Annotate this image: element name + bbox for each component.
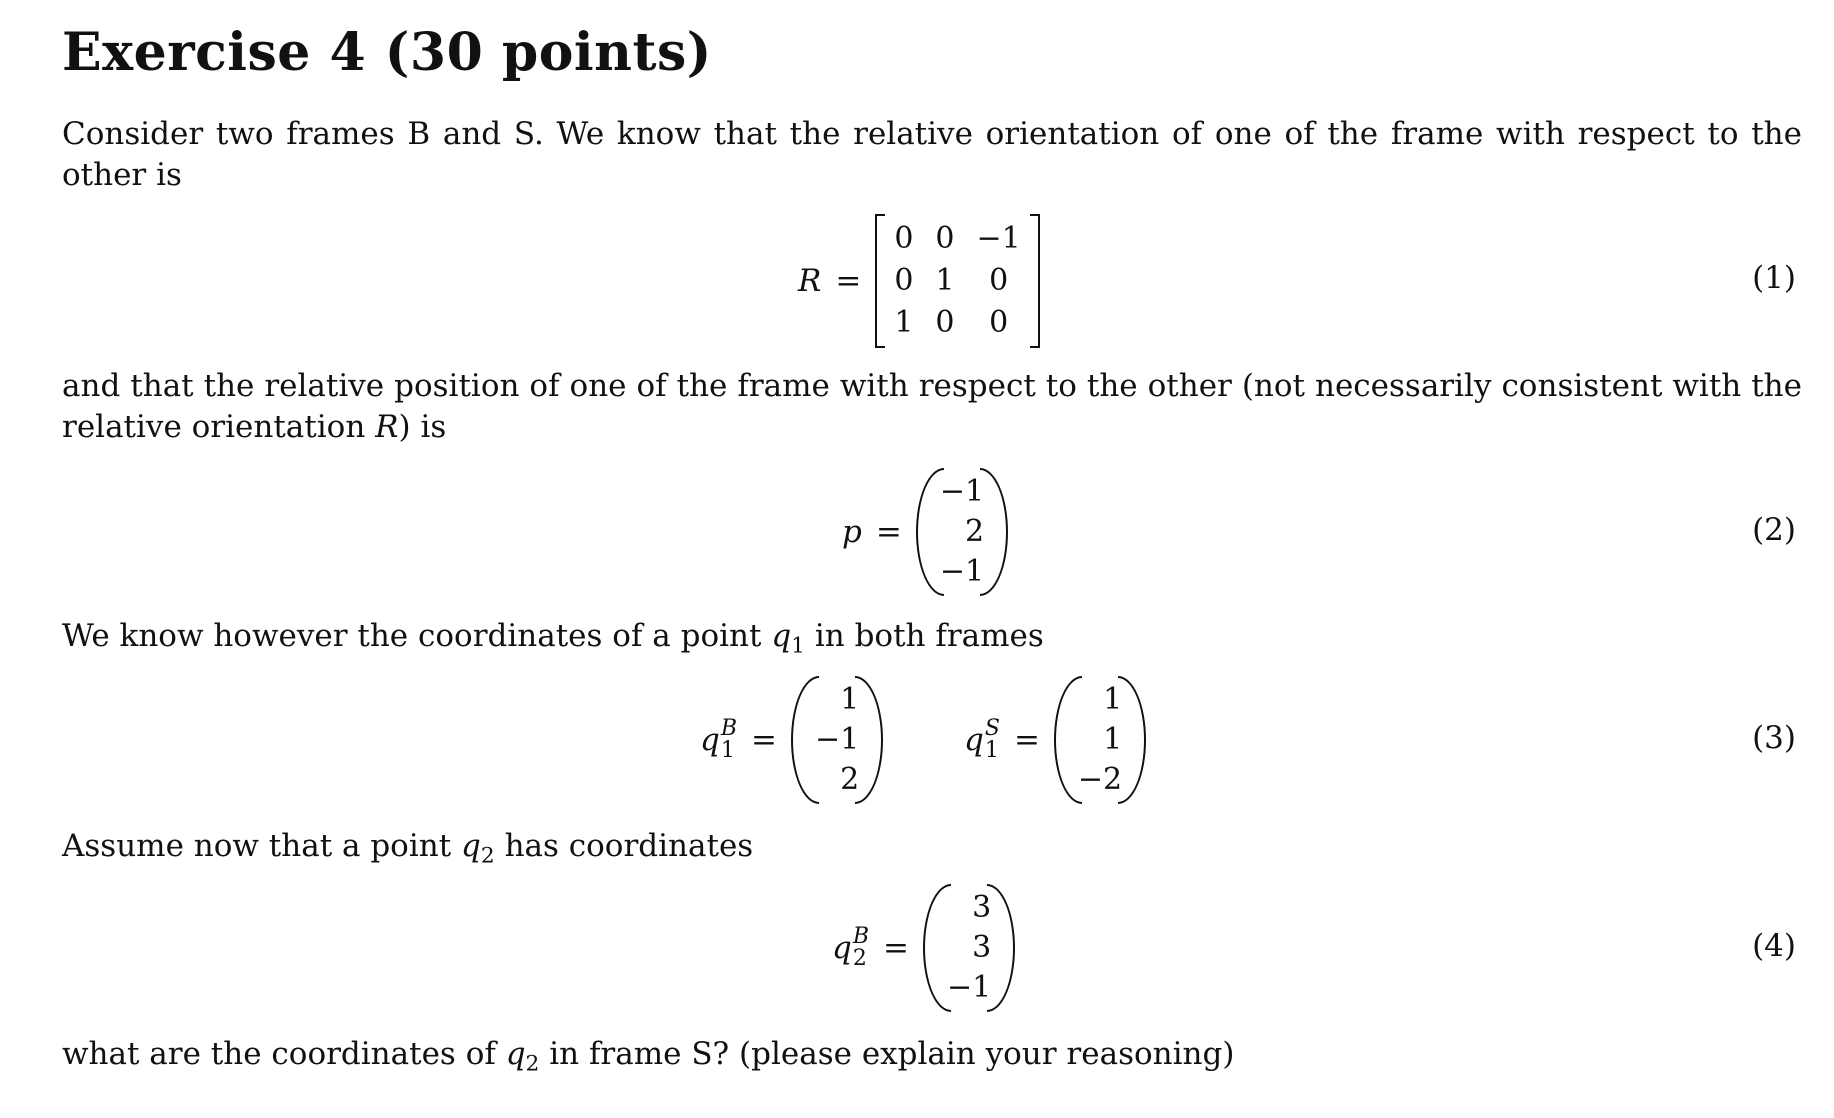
- matrix-cell: 0: [935, 305, 955, 340]
- matrix-row: [883, 302, 1031, 344]
- equation-3-left: [700, 680, 883, 800]
- coordinates-paragraph: [62, 616, 1802, 657]
- frame-superscript: B: [720, 716, 738, 741]
- paragraph-text: We know however the coordinates of a point: [62, 618, 772, 654]
- equation-1: [798, 218, 1040, 344]
- vector-entry: 3: [972, 930, 992, 965]
- vector-entry: −1: [947, 970, 992, 1005]
- matrix-cell: 1: [935, 263, 955, 298]
- equation-number-1: (1): [1752, 260, 1796, 296]
- math-symbol: q: [505, 1036, 526, 1072]
- q1-frame-s-vector: [1054, 680, 1146, 800]
- matrix-cell: 0: [989, 263, 1009, 298]
- equals-sign: =: [751, 722, 778, 758]
- assume-paragraph: [62, 826, 1802, 867]
- equation-2: [842, 472, 1008, 592]
- paragraph-text: and that the relative position of one of the frame with respect to the other (not necessarily consistent with the relative orientation: [62, 368, 1802, 445]
- equation-number-4: (4): [1752, 928, 1796, 964]
- intro-paragraph: Consider two frames B and S. We know that the relative orientation of one of the frame with respect to the other is: [62, 116, 1802, 193]
- paragraph-text: Assume now that a point: [62, 828, 462, 864]
- q1-frame-b-vector: [791, 680, 883, 800]
- frame-superscript: S: [984, 716, 1000, 741]
- point-subscript: 1: [720, 738, 735, 763]
- matrix-cell: −1: [976, 221, 1021, 256]
- paragraph-text: in both frames: [804, 618, 1044, 654]
- equals-sign: =: [875, 514, 902, 550]
- paragraph-text: in frame S? (please explain your reasoning): [539, 1036, 1235, 1072]
- vector-symbol: q: [832, 930, 852, 966]
- paragraph-text: what are the coordinates of: [62, 1036, 506, 1072]
- equation-number-2: (2): [1752, 512, 1796, 548]
- equation-4: [832, 888, 1015, 1008]
- matrix-cell: 0: [894, 221, 914, 256]
- vector-symbol: q: [964, 722, 984, 758]
- vector-entry: 3: [972, 890, 992, 925]
- matrix-cell: 0: [894, 263, 914, 298]
- vector-entry: 1: [840, 682, 860, 717]
- vector-symbol: p: [842, 514, 862, 550]
- point-subscript: 1: [984, 738, 999, 763]
- vector-entry: 2: [964, 514, 985, 549]
- math-symbol: R: [375, 409, 399, 445]
- equals-sign: =: [835, 263, 862, 299]
- matrix-cell: 0: [935, 221, 955, 256]
- vector-entry: −2: [1077, 762, 1123, 797]
- matrix-row: [883, 218, 1031, 260]
- math-index: 2: [480, 843, 495, 869]
- math-symbol: q: [771, 618, 792, 654]
- vector-entry: −1: [939, 474, 985, 509]
- vector-symbol: q: [700, 722, 720, 758]
- position-vector: [916, 472, 1008, 592]
- vector-entry: 1: [1103, 682, 1123, 717]
- math-index: 1: [791, 633, 805, 659]
- rotation-matrix: [875, 218, 1039, 344]
- equation-3-right: [964, 680, 1146, 800]
- sup-sub-script: [853, 926, 869, 970]
- matrix-symbol: R: [798, 263, 822, 299]
- equals-sign: =: [883, 930, 910, 966]
- vector-entry: −1: [815, 722, 860, 757]
- vector-entry: 2: [840, 762, 860, 797]
- paragraph-text: has coordinates: [494, 828, 754, 864]
- matrix-cell: 0: [989, 305, 1009, 340]
- paragraph-text: ) is: [398, 409, 447, 445]
- frame-superscript: B: [852, 924, 870, 949]
- question-paragraph: [62, 1034, 1802, 1075]
- exercise-title: Exercise 4 (30 points): [62, 22, 712, 83]
- point-subscript: 2: [852, 946, 867, 971]
- vector-entry: 1: [1103, 722, 1123, 757]
- q2-frame-b-vector: [923, 888, 1015, 1008]
- position-paragraph: [62, 366, 1802, 448]
- equals-sign: =: [1013, 722, 1040, 758]
- sup-sub-script: [985, 718, 1000, 762]
- matrix-cell: 1: [894, 305, 914, 340]
- sup-sub-script: [721, 718, 737, 762]
- equation-number-3: (3): [1752, 720, 1796, 756]
- matrix-row: [883, 260, 1031, 302]
- math-symbol: q: [461, 828, 481, 864]
- math-index: 2: [525, 1051, 540, 1077]
- vector-entry: −1: [939, 554, 985, 589]
